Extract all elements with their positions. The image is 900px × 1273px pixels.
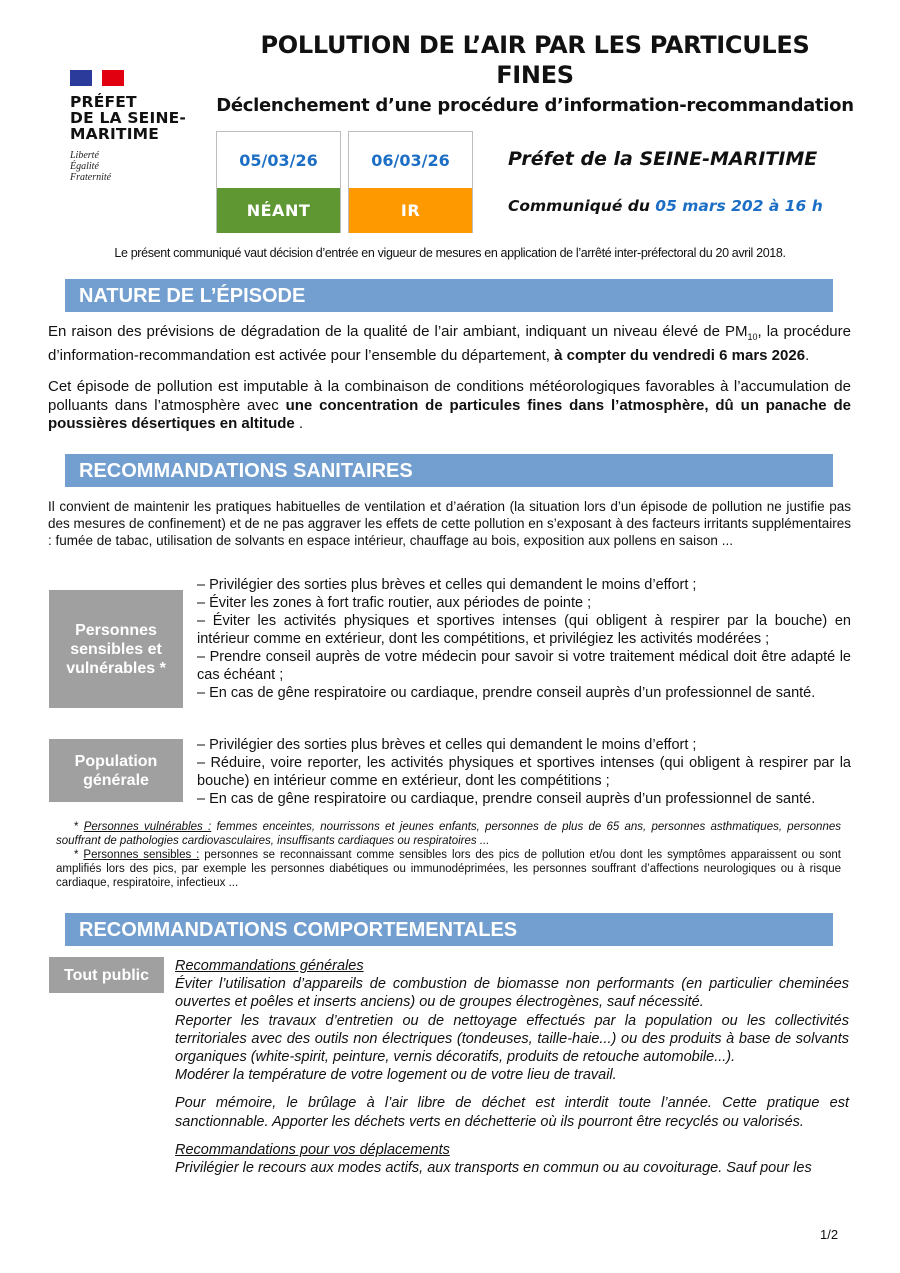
institution-name: PRÉFET DE LA SEINE- MARITIME	[70, 93, 187, 143]
footnotes	[56, 820, 841, 890]
group-label-sensibles: Personnes sensibles et vulnérables *	[49, 590, 183, 708]
list-item: – Prendre conseil auprès de votre médecin pour savoir si votre traitement médical doit être adapté le cas échéant ;	[197, 649, 851, 683]
travel-text: Privilégier le recours aux modes actifs, aux transports en commun ou au covoiturage. Sauf pour les	[175, 1160, 812, 1177]
population-recommendations-list	[197, 736, 851, 808]
prefecture-logo	[70, 68, 210, 183]
list-item: – Privilégier des sorties plus brèves et celles qui demandent le moins d’effort ;	[197, 737, 697, 753]
subheading-general: Recommandations générales	[175, 958, 364, 974]
motto: Liberté Égalité Fraternité	[70, 150, 112, 183]
marianne-flag-icon	[70, 68, 124, 88]
section-heading-comportementales: RECOMMANDATIONS COMPORTEMENTALES	[65, 913, 833, 946]
alert-level-badge: IR	[349, 188, 472, 233]
list-item: – Éviter les zones à fort trafic routier, aux périodes de pointe ;	[197, 595, 592, 611]
group-label-tout-public: Tout public	[49, 957, 164, 993]
sensibles-recommendations-list	[197, 576, 851, 702]
list-item: – Éviter les activités physiques et sportives intenses (qui obligent à respirer par la bouche) en intérieur comme en extérieur, dont les compétitions, et privilégiez les activités modérées ;	[197, 613, 851, 647]
day-box-1	[216, 131, 341, 233]
section-heading-sanitaires: RECOMMANDATIONS SANITAIRES	[65, 454, 833, 487]
nature-paragraph-2: Cet épisode de pollution est imputable à la combinaison de conditions météorologiques favorables à l’accumulation de polluants dans l’atmosphère avec une concentration de particules fines dans l’atmosphère, dû un panache de poussières désertiques en altitude .	[48, 378, 851, 432]
memo-paragraph: Pour mémoire, le brûlage à l’air libre de déchet est interdit toute l’année. Cette pratique est sanctionnable. Apporter les déchets verts en déchetterie où ils pourront être recyclés ou valorisés.	[175, 1095, 849, 1130]
communique-date-line: Communiqué du 05 mars 202 à 16 h	[508, 197, 823, 215]
page-number: 1/2	[820, 1227, 839, 1242]
list-item: – En cas de gêne respiratoire ou cardiaque, prendre conseil auprès d’un professionnel de santé.	[197, 685, 816, 701]
list-item: Reporter les travaux d’entretien ou de nettoyage effectués par la population ou les collectivités territoriales avec des outils non électriques (tondeuses, taille-haie...) ou des produits à base de solvants organiques (white-spirit, peinture, vernis décoratifs, produits de retouche automobile...).	[175, 1012, 849, 1066]
document-subtitle: Déclenchement d’une procédure d’information-recommandation	[216, 95, 854, 116]
decision-notice: Le présent communiqué vaut décision d’entrée en vigueur de mesures en application de l’arrêté inter-préfectoral du 20 avril 2018.	[114, 246, 786, 260]
list-item: – En cas de gêne respiratoire ou cardiaque, prendre conseil auprès d’un professionnel de santé.	[197, 791, 816, 807]
section-heading-nature: NATURE DE L’ÉPISODE	[65, 279, 833, 312]
footnote-sensibles: * Personnes sensibles : personnes se reconnaissant comme sensibles lors des pics de pollution et/ou dont les symptômes apparaissent ou sont amplifiés lors des pics, par exemple les personnes diabétiques ou immunodéprimées, les personnes souffrant d’affections neurologiques ou à risque cardiaque, respiratoire, infectieux ...	[56, 849, 841, 889]
group-label-population: Population générale	[49, 739, 183, 802]
list-item: – Privilégier des sorties plus brèves et celles qui demandent le moins d’effort ;	[197, 577, 697, 593]
day-date: 06/03/26	[371, 150, 450, 170]
nature-paragraph-1: En raison des prévisions de dégradation de la qualité de l’air ambiant, indiquant un niveau élevé de $PM_{10}$, la procédure d’information-recommandation est activée pour l’ensemble du département, à compter du vendredi 6 mars 2026.	[48, 323, 851, 364]
list-item: Éviter l’utilisation d’appareils de combustion de biomasse non performants (en particulier cheminées ouvertes et poêles et inserts anciens) ou de groupes électrogènes, sauf nécessité.	[175, 976, 849, 1011]
document-title: POLLUTION DE L’AIR PAR LES PARTICULES FINES	[260, 31, 810, 89]
behavioral-recommendations	[175, 957, 849, 1177]
footnote-vulnerables: * Personnes vulnérables : femmes enceintes, nourrissons et jeunes enfants, personnes de plus de 65 ans, personnes asthmatiques, personnes souffrant de pathologies cardiovasculaires, insuffisants cardiaques ou respiratoires ...	[56, 821, 841, 847]
day-date: 05/03/26	[239, 150, 318, 170]
prefet-heading: Préfet de la SEINE-MARITIME	[508, 148, 818, 170]
subheading-travel: Recommandations pour vos déplacements	[175, 1141, 450, 1158]
list-item: – Réduire, voire reporter, les activités physiques et sportives intenses (qui obligent à respirer par la bouche) en intérieur comme en extérieur, dont les compétitions ;	[197, 755, 851, 789]
day-box-2	[348, 131, 473, 233]
alert-level-badge: NÉANT	[217, 188, 340, 233]
sanitaires-intro: Il convient de maintenir les pratiques habituelles de ventilation et d’aération (la situation lors d’un épisode de pollution ne justifie pas des mesures de confinement) et de ne pas aggraver les effets de cette pollution en s’exposant à des facteurs irritants supplémentaires : fumée de tabac, utilisation de solvants en espace intérieur, chauffage au bois, exposition aux pollens en saison ...	[48, 499, 851, 548]
list-item: Modérer la température de votre logement ou de votre lieu de travail.	[175, 1067, 617, 1084]
